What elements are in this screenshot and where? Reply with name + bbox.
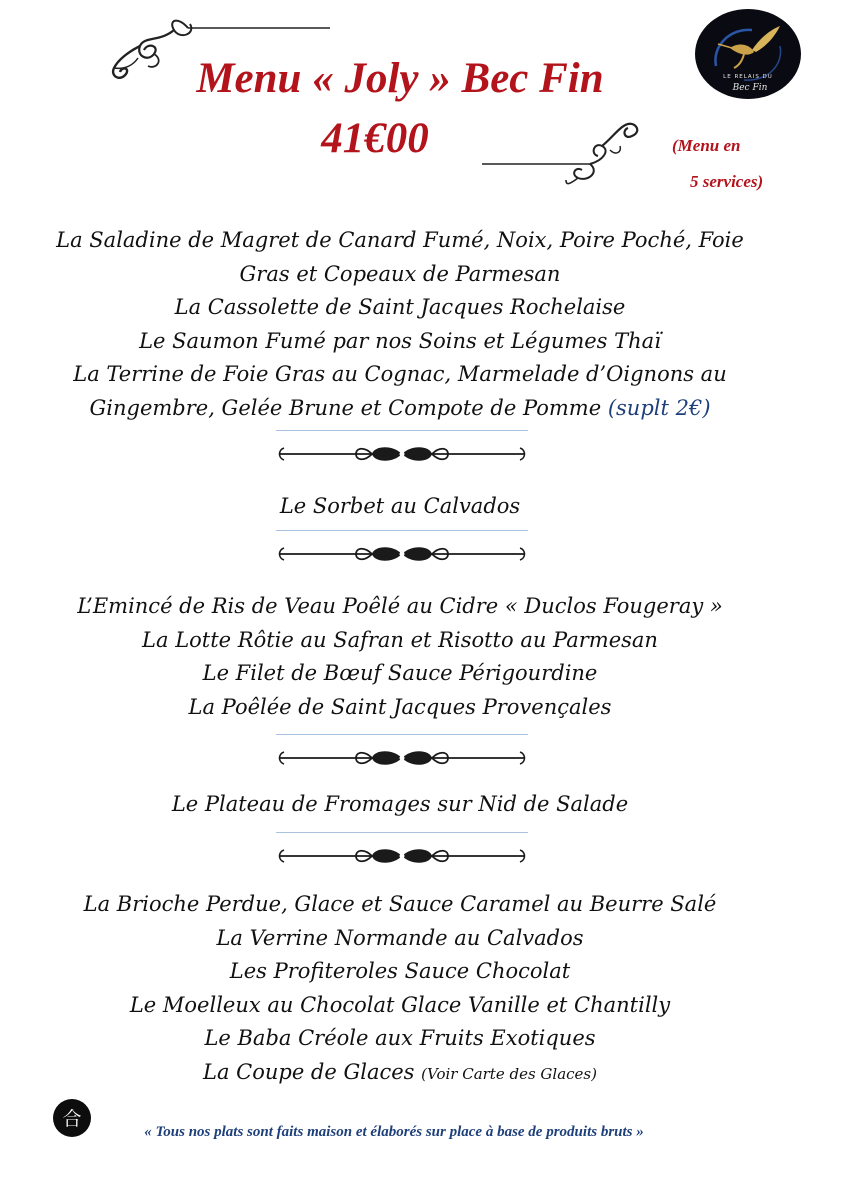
section-divider [276, 530, 528, 570]
swirl-ornament-right [482, 110, 652, 190]
sorbet-section [20, 490, 780, 524]
list-item: La Cassolette de Saint Jacques Rochelaise [174, 295, 626, 319]
list-item: Le Sorbet au Calvados [279, 494, 521, 518]
list-item: La Saladine de Magret de Canard Fumé, Noix, Poire Poché, Foie [56, 228, 744, 252]
list-item-text: La Coupe de Glaces [203, 1059, 415, 1084]
list-item: Le Filet de Bœuf Sauce Périgourdine [202, 661, 598, 685]
cheese-section [20, 788, 780, 822]
starters-section [20, 224, 780, 425]
logo-text-top: LE RELAIS DU [723, 74, 773, 80]
badge-icon [52, 1098, 92, 1138]
list-item: La Poêlée de Saint Jacques Provençales [188, 694, 612, 719]
list-item: La Terrine de Foie Gras au Cognac, Marmelade d’Oignons au [73, 362, 727, 386]
list-item: La Brioche Perdue, Glace et Sauce Caramel au Beurre Salé [83, 892, 717, 916]
menu-price: 41€00 [321, 115, 429, 162]
footer-note: « Tous nos plats sont faits maison et élaborés sur place à base de produits bruts » [144, 1124, 644, 1140]
services-note-line2: 5 services) [690, 172, 764, 191]
section-divider [276, 430, 528, 470]
list-item: Les Profiteroles Sauce Chocolat [229, 959, 571, 983]
desserts-section [20, 888, 780, 1091]
list-item: Le Baba Créole aux Fruits Exotiques [204, 1026, 596, 1050]
badge-glyph: 合 [62, 1108, 82, 1130]
flourish-icon [276, 842, 528, 870]
section-divider [276, 734, 528, 774]
list-item: L’Emincé de Ris de Veau Poêlé au Cidre « Duclos Fougeray » [77, 594, 723, 618]
services-note-line1: (Menu en [672, 136, 741, 155]
flourish-icon [276, 540, 528, 568]
ice-cream-card-note: (Voir Carte des Glaces) [421, 1064, 597, 1083]
flourish-icon [276, 744, 528, 772]
logo-text-script: Bec Fin [732, 83, 768, 93]
list-item [20, 392, 780, 426]
list-item: La Verrine Normande au Calvados [216, 925, 584, 950]
list-item: La Lotte Rôtie au Safran et Risotto au Parmesan [142, 627, 658, 652]
flourish-icon [276, 440, 528, 468]
supplement-note: (suplt 2€) [607, 395, 711, 420]
list-item [20, 1056, 780, 1092]
list-item: Gras et Copeaux de Parmesan [239, 261, 561, 286]
list-item: Le Plateau de Fromages sur Nid de Salade [171, 792, 629, 816]
list-item: Le Moelleux au Chocolat Glace Vanille et Chantilly [129, 992, 671, 1017]
menu-title: Menu « Joly » Bec Fin [196, 55, 604, 102]
section-divider [276, 832, 528, 872]
list-item: Le Saumon Fumé par nos Soins et Légumes Thaï [139, 328, 661, 353]
list-item-text: Gingembre, Gelée Brune et Compote de Pomme [89, 395, 602, 420]
restaurant-logo [694, 8, 802, 100]
mains-section [20, 590, 780, 724]
